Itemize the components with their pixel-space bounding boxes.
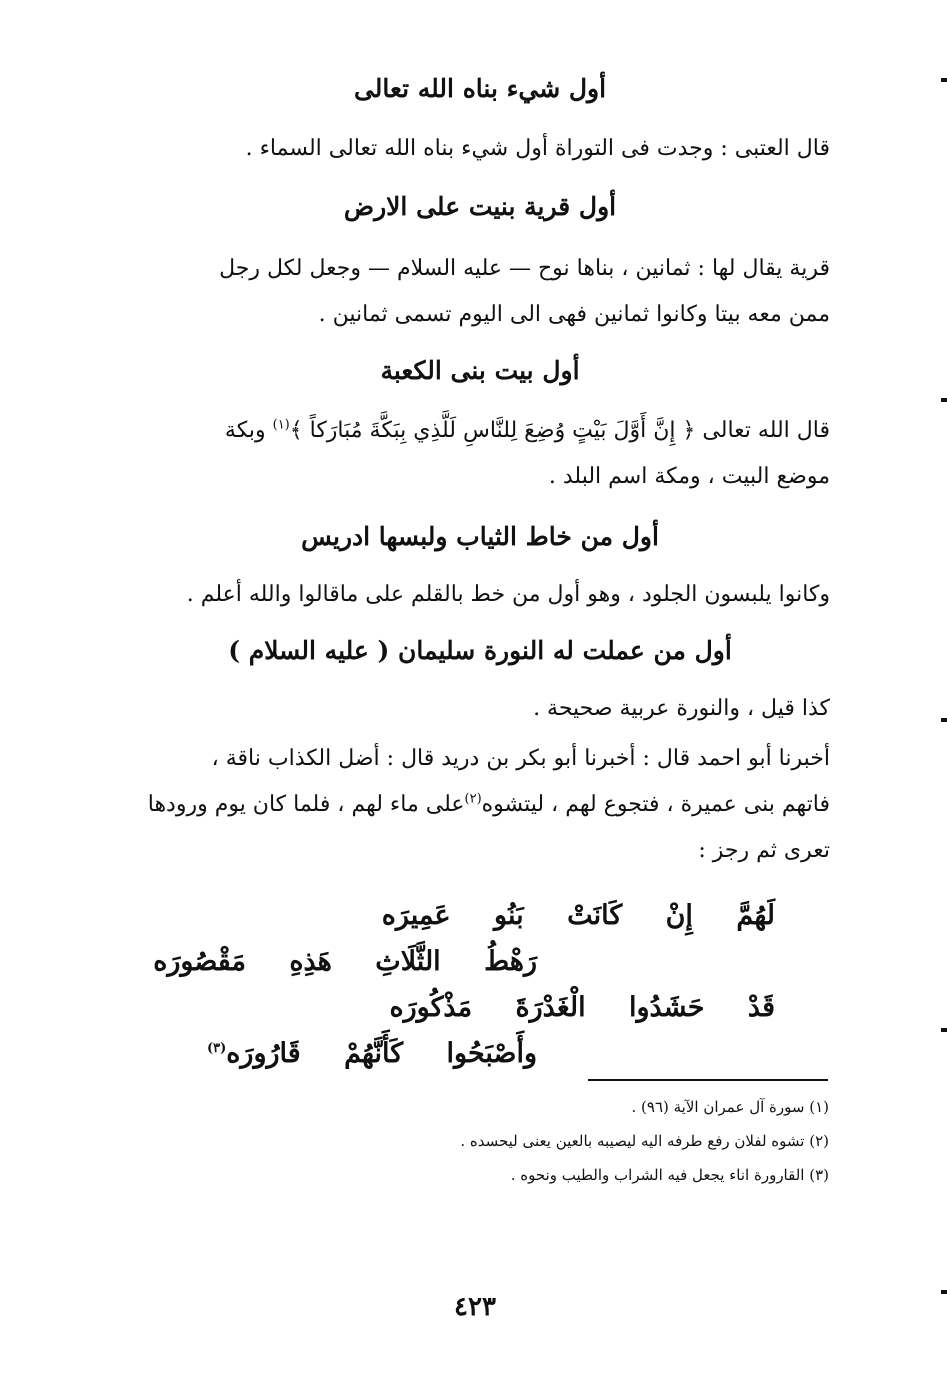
body-line bbox=[130, 408, 830, 454]
body-line: قال العتبى : وجدت فى التوراة أول شيء بناه الله تعالى السماء . bbox=[245, 136, 830, 161]
body-line: كذا قيل ، والنورة عربية صحيحة . bbox=[533, 696, 830, 721]
verse-word: وأَصْبَحُوا bbox=[446, 1038, 537, 1069]
page-number: ٤٢٣ bbox=[454, 1292, 496, 1322]
section-body-idris bbox=[130, 572, 830, 618]
verse-word: مَقْصُورَه bbox=[153, 946, 246, 977]
body-text: على ماء لهم ، فلما كان يوم ورودها bbox=[147, 792, 465, 817]
footnote-ref-2: (٢) bbox=[464, 791, 482, 807]
verse-line-1 bbox=[348, 896, 775, 936]
verse-word: الْغَدْرَةَ bbox=[515, 992, 586, 1023]
verse-word: مَذْكُورَه bbox=[389, 992, 473, 1023]
scan-edge-mark bbox=[941, 398, 947, 402]
body-line: أخبرنا أبو احمد قال : أخبرنا أبو بكر بن دريد قال : أضل الكذاب ناقة ، bbox=[211, 746, 830, 771]
body-line: موضع البيت ، ومكة اسم البلد . bbox=[548, 464, 830, 489]
section-body-sulaiman bbox=[130, 686, 830, 732]
scan-edge-mark bbox=[941, 1290, 947, 1294]
scan-edge-mark bbox=[941, 78, 947, 82]
verse-word-text: قَارُورَه bbox=[226, 1038, 301, 1069]
footnote-ref-1: (١) bbox=[272, 417, 290, 433]
story-paragraph bbox=[130, 736, 830, 874]
section-body-first-building bbox=[130, 126, 830, 172]
verse-word: بَنُو bbox=[494, 900, 524, 931]
section-heading-first-village: أول قرية بنيت على الارض bbox=[343, 192, 617, 221]
scan-edge-mark bbox=[941, 1028, 947, 1032]
verse-word: قَدْ bbox=[747, 992, 775, 1023]
verse-word bbox=[207, 1034, 301, 1074]
section-body-kaaba bbox=[130, 408, 830, 500]
verse-word: لَهُمَّ bbox=[736, 900, 775, 931]
footnote-2: (٢) تشوه لفلان رفع طرفه اليه ليصيبه بالعين يعنى ليحسده . bbox=[460, 1132, 829, 1150]
verse-word: رَهْطُ bbox=[484, 946, 537, 977]
body-text: قال الله تعالى bbox=[702, 418, 830, 443]
verse-word: كَانَتْ bbox=[567, 900, 623, 931]
footnote-divider bbox=[588, 1079, 828, 1081]
body-text: وبكة bbox=[224, 418, 273, 443]
body-line: وكانوا يلبسون الجلود ، وهو أول من خط بالقلم على ماقالوا والله أعلم . bbox=[186, 582, 830, 607]
body-line: ممن معه بيتا وكانوا ثمانين فهى الى اليوم تسمى ثمانين . bbox=[318, 302, 830, 327]
body-line bbox=[130, 782, 830, 828]
section-heading-kaaba: أول بيت بنى الكعبة bbox=[380, 356, 580, 385]
quran-verse: ﴿ إِنَّ أَوَّلَ بَيْتٍ وُضِعَ لِلنَّاسِ لَلَّذِي بِبَكَّةَ مُبَارَكاً ﴾ bbox=[289, 418, 696, 443]
scan-edge-mark bbox=[941, 718, 947, 722]
verse-word: هَذِهِ bbox=[289, 946, 332, 977]
verse-word: إِنْ bbox=[665, 900, 693, 931]
section-heading-first-building: أول شيء بناه الله تعالى bbox=[353, 74, 607, 103]
section-heading-sulaiman: أول من عملت له النورة سليمان ( عليه السلام ) bbox=[228, 636, 732, 665]
verse-word: كَأَنَّهُمْ bbox=[344, 1038, 404, 1069]
section-body-first-village bbox=[130, 246, 830, 338]
body-text: فاتهم بنى عميرة ، فتجوع لهم ، ليتشوه bbox=[481, 792, 830, 817]
verse-line-4 bbox=[173, 1034, 537, 1074]
section-heading-idris: أول من خاط الثياب ولبسها ادريس bbox=[301, 522, 659, 551]
verse-line-2 bbox=[119, 942, 537, 982]
verse-word: عَمِيرَه bbox=[381, 900, 451, 931]
verse-word: حَشَدُوا bbox=[629, 992, 705, 1023]
footnote-ref-3: (٣) bbox=[206, 1041, 227, 1056]
footnote-3: (٣) القارورة اناء يجعل فيه الشراب والطيب ونحوه . bbox=[510, 1166, 829, 1184]
verse-word: الثَّلَاثِ bbox=[375, 946, 441, 977]
verse-line-3 bbox=[355, 988, 775, 1028]
body-line: تعرى ثم رجز : bbox=[698, 838, 830, 863]
footnote-1: (١) سورة آل عمران الآية (٩٦) . bbox=[631, 1098, 829, 1116]
body-line: قرية يقال لها : ثمانين ، بناها نوح — عليه السلام — وجعل لكل رجل bbox=[219, 256, 830, 281]
